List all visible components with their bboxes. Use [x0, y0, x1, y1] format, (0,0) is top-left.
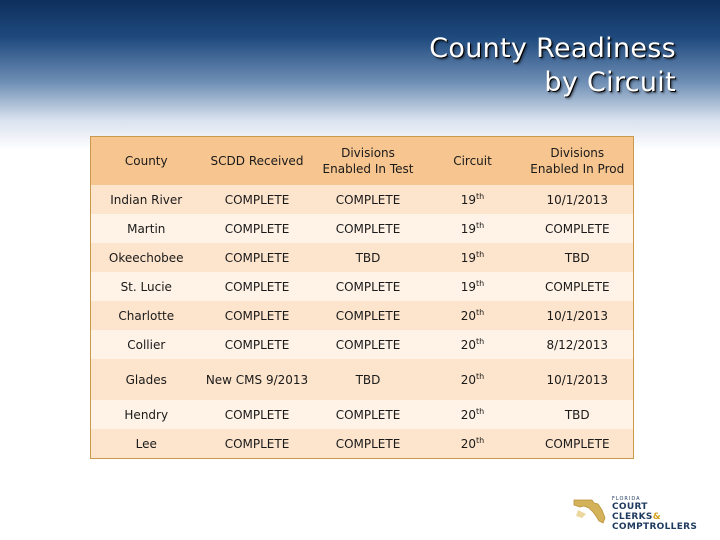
- circuit-suffix: th: [476, 371, 485, 381]
- header-scdd-received: SCDD Received: [202, 137, 313, 186]
- cell-county: Charlotte: [91, 301, 202, 330]
- cell-test: TBD: [313, 359, 424, 400]
- cell-scdd: COMPLETE: [202, 301, 313, 330]
- circuit-number: 20: [460, 407, 477, 422]
- cell-scdd: COMPLETE: [202, 429, 313, 459]
- cell-test: COMPLETE: [313, 272, 424, 301]
- cell-scdd: COMPLETE: [202, 243, 313, 272]
- cell-circuit: [424, 400, 522, 429]
- cell-county: Lee: [91, 429, 202, 459]
- circuit-suffix: th: [476, 307, 485, 317]
- cell-county: Martin: [91, 214, 202, 243]
- table-header-row: [91, 137, 634, 186]
- cell-county: Okeechobee: [91, 243, 202, 272]
- cell-scdd: COMPLETE: [202, 272, 313, 301]
- cell-test: COMPLETE: [313, 185, 424, 214]
- cell-prod: TBD: [522, 243, 634, 272]
- cell-county: Hendry: [91, 400, 202, 429]
- florida-state-icon: [572, 496, 608, 526]
- header-circuit: Circuit: [424, 137, 522, 186]
- clerks-logo: [572, 492, 698, 532]
- cell-county: St. Lucie: [91, 272, 202, 301]
- circuit-suffix: th: [476, 249, 485, 259]
- table-row: [91, 272, 634, 301]
- circuit-number: 20: [460, 436, 477, 451]
- table-row: [91, 429, 634, 459]
- table-row: [91, 214, 634, 243]
- cell-circuit: [424, 185, 522, 214]
- cell-scdd: COMPLETE: [202, 185, 313, 214]
- cell-circuit: [424, 272, 522, 301]
- cell-prod: 10/1/2013: [522, 185, 634, 214]
- cell-prod: COMPLETE: [522, 429, 634, 459]
- cell-circuit: [424, 359, 522, 400]
- circuit-number: 20: [460, 337, 477, 352]
- cell-test: COMPLETE: [313, 429, 424, 459]
- cell-prod: 10/1/2013: [522, 359, 634, 400]
- circuit-suffix: th: [476, 406, 485, 416]
- cell-prod: 10/1/2013: [522, 301, 634, 330]
- cell-test: TBD: [313, 243, 424, 272]
- cell-county: Glades: [91, 359, 202, 400]
- table-row: [91, 185, 634, 214]
- cell-test: COMPLETE: [313, 214, 424, 243]
- table-row: [91, 400, 634, 429]
- cell-prod: 8/12/2013: [522, 330, 634, 359]
- circuit-suffix: th: [476, 435, 485, 445]
- cell-prod: COMPLETE: [522, 214, 634, 243]
- circuit-number: 20: [460, 372, 477, 387]
- slide-title: [429, 32, 676, 100]
- circuit-number: 19: [460, 250, 477, 265]
- cell-scdd: New CMS 9/2013: [202, 359, 313, 400]
- header-divisions-enabled-test: Divisions Enabled In Test: [313, 137, 424, 186]
- table-row: [91, 243, 634, 272]
- cell-county: Collier: [91, 330, 202, 359]
- cell-prod: TBD: [522, 400, 634, 429]
- circuit-number: 19: [460, 192, 477, 207]
- table-row: [91, 301, 634, 330]
- cell-scdd: COMPLETE: [202, 330, 313, 359]
- cell-prod: COMPLETE: [522, 272, 634, 301]
- county-readiness-table: [90, 136, 634, 459]
- header-county: County: [91, 137, 202, 186]
- table-row: [91, 359, 634, 400]
- cell-county: Indian River: [91, 185, 202, 214]
- circuit-number: 20: [460, 308, 477, 323]
- cell-test: COMPLETE: [313, 301, 424, 330]
- circuit-number: 19: [460, 221, 477, 236]
- circuit-suffix: th: [476, 336, 485, 346]
- cell-test: COMPLETE: [313, 330, 424, 359]
- cell-circuit: [424, 301, 522, 330]
- cell-circuit: [424, 243, 522, 272]
- table-row: [91, 330, 634, 359]
- logo-small-text: FLORIDA: [612, 496, 641, 502]
- circuit-suffix: th: [476, 191, 485, 201]
- header-divisions-enabled-prod: Divisions Enabled In Prod: [522, 137, 634, 186]
- title-line-1: County Readiness: [429, 33, 676, 64]
- cell-circuit: [424, 214, 522, 243]
- cell-test: COMPLETE: [313, 400, 424, 429]
- logo-line-2: COMPTROLLERS: [612, 522, 698, 532]
- cell-circuit: [424, 330, 522, 359]
- cell-scdd: COMPLETE: [202, 214, 313, 243]
- title-line-2: by Circuit: [544, 67, 676, 98]
- logo-ampersand: &: [652, 512, 661, 522]
- circuit-suffix: th: [476, 278, 485, 288]
- cell-circuit: [424, 429, 522, 459]
- cell-scdd: COMPLETE: [202, 400, 313, 429]
- circuit-number: 19: [460, 279, 477, 294]
- logo-line-1: COURT CLERKS: [612, 502, 653, 522]
- circuit-suffix: th: [476, 220, 485, 230]
